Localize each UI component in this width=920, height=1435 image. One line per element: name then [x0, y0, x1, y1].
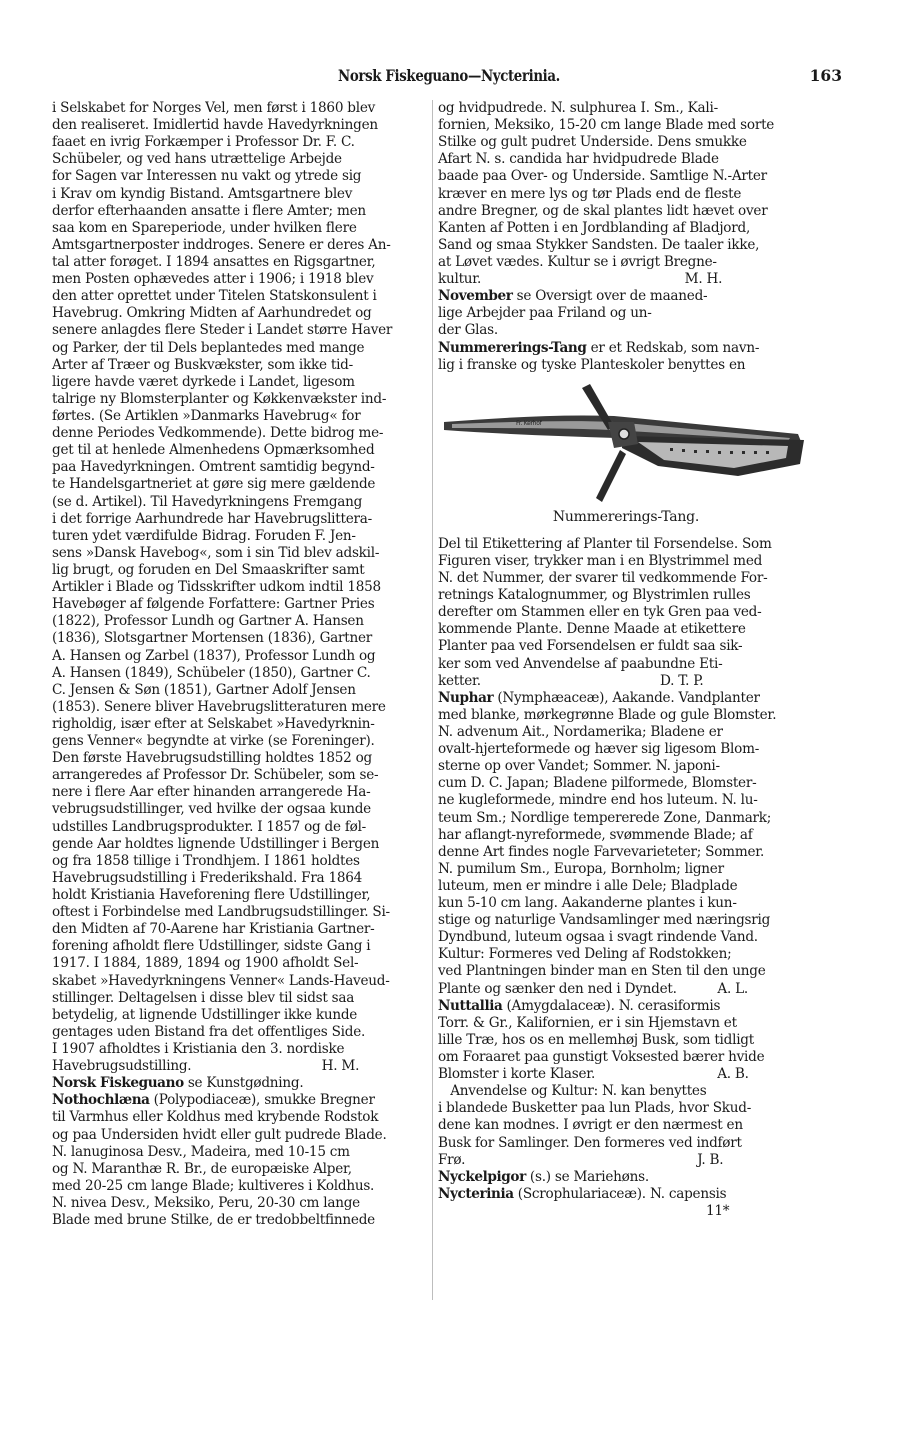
text-line: ligere havde været dyrkede i Landet, ligesom — [52, 373, 355, 390]
text-line: den Midten af 70-Aarene har Kristiania Gartner- — [52, 921, 375, 938]
text-line: te Handelsgartneriet at gøre sig mere gældende — [52, 476, 376, 493]
text-line: stige og naturlige Vandsamlinger med næringsrig — [438, 912, 771, 929]
text-line: vebrugsudstillinger, ved hvilke der ogsaa kunde — [52, 801, 371, 818]
text-line: der Glas. — [438, 322, 498, 339]
text-line: kun 5-10 cm lang. Aakanderne plantes i kun- — [438, 895, 737, 912]
entry-nycterinia: Nycterinia (Scrophulariaceæ). N. capensis — [438, 1185, 727, 1202]
text-line: Kultur: Formeres ved Deling af Rodstokken; — [438, 946, 732, 963]
text-line: arrangeredes af Professor Dr. Schübeler, som se- — [52, 767, 379, 784]
text-line: faaet en ivrig Forkæmper i Professor Dr. F. C. — [52, 134, 355, 151]
text-line: N. advenum Ait., Nordamerika; Bladene er — [438, 723, 723, 740]
text-line: senere anlagdes flere Steder i Landet større Haver — [52, 322, 393, 339]
figure-caption: Nummererings-Tang. — [552, 508, 700, 525]
text-line: dene kan modnes. I øvrigt er den nærmest en — [438, 1117, 743, 1134]
text-line: om Foraaret paa gunstigt Voksested bærer hvide — [438, 1049, 765, 1066]
page-number: 163 — [809, 66, 842, 85]
text-line: Planter paa ved Forsendelsen er fuldt saa sik- — [438, 638, 743, 655]
text-line: Anvendelse og Kultur: N. kan benyttes — [438, 1083, 707, 1100]
entry-nyckelpigor: Nyckelpigor (s.) se Mariehøns. — [438, 1168, 649, 1185]
text-line: og Parker, der til Dels beplantedes med mange — [52, 339, 365, 356]
running-head — [56, 66, 842, 90]
text-line: ne kugleformede, mindre end hos luteum. N. lu- — [438, 792, 758, 809]
column-divider — [432, 100, 433, 1300]
text-line: Dyndbund, luteum ogsaa i svagt rindende Vand. — [438, 929, 758, 946]
text-line: A. Hansen (1849), Schübeler (1850), Gartner C. — [52, 664, 371, 681]
text-line: Sand og smaa Stykker Sandsten. De taaler ikke, — [438, 236, 760, 253]
text-line: den atter oprettet under Titelen Statskonsulent i — [52, 288, 377, 305]
text-line: teum Sm.; Nordlige tempererede Zone, Danmark; — [438, 809, 772, 826]
text-line: udstilles Landbrugsprodukter. I 1857 og de føl- — [52, 818, 367, 835]
entry-nuttallia: Nuttallia (Amygdalaceæ). N. cerasiformis — [438, 997, 721, 1014]
figure-nummererings-tang — [438, 378, 814, 532]
text-line: (1836), Slotsgartner Mortensen (1836), Gartner — [52, 630, 373, 647]
text-line: I 1907 afholdtes i Kristiania den 3. nordiske — [52, 1041, 345, 1058]
text-line: kræver en mere lys og tør Plads end de fleste — [438, 185, 742, 202]
text-line: N. lanuginosa Desv., Madeira, med 10-15 cm — [52, 1143, 350, 1160]
text-line: i blandede Busketter paa lun Plads, hvor Skud- — [438, 1100, 752, 1117]
text-line: lille Træ, hos os en mellemhøj Busk, som tidligt — [438, 1031, 754, 1048]
text-line: stillinger. Deltagelsen i disse blev til sidst saa — [52, 989, 355, 1006]
text-line: ker som ved Anvendelse af paabundne Eti- — [438, 655, 723, 672]
text-line: sterne op over Vandet; Sommer. N. japoni- — [438, 758, 720, 775]
text-line: derefter om Stammen eller en tyk Gren paa ved- — [438, 604, 762, 621]
text-line: betydelig, at lignende Udstillinger ikke kunde — [52, 1006, 358, 1023]
text-line: skabet »Havedyrkningens Venner« Lands-Haveud- — [52, 972, 390, 989]
text-line: førtes. (Se Artiklen »Danmarks Havebrug« for — [52, 407, 361, 424]
text-line: Havebrug. Omkring Midten af Aarhundredet og — [52, 305, 372, 322]
text-line: righoldig, især efter at Selskabet »Havedyrknin- — [52, 715, 375, 732]
text-line: talrige ny Blomsterplanter og Køkkenvækster ind- — [52, 390, 387, 407]
entry-nothochlaena: Nothochlæna (Polypodiaceæ), smukke Bregner — [52, 1092, 375, 1109]
text-line: N. det Nummer, der svarer til vedkommende For- — [438, 569, 768, 586]
text-line: med blanke, mørkegrønne Blade og gule Blomster. — [438, 706, 777, 723]
text-line: for Sagen var Interessen nu vakt og ytrede sig — [52, 168, 362, 185]
text-line: kultur. M. H. — [438, 271, 723, 288]
text-line: Stilke og gult pudret Underside. Dens smukke — [438, 134, 747, 151]
text-line: har aflangt-nyreformede, svømmende Blade; af — [438, 826, 753, 843]
text-line: nere i flere Aar efter hinanden arrangerede Ha- — [52, 784, 371, 801]
entry-nummererings-tang: Nummererings-Tang er et Redskab, som navn- — [438, 339, 760, 356]
text-line: luteum, men er mindre i alle Dele; Bladplade — [438, 877, 738, 894]
entry-norsk-fiskeguano: Norsk Fiskeguano se Kunstgødning. — [52, 1075, 304, 1092]
left-column — [52, 100, 428, 1229]
text-line: ketter. D. T. P. — [438, 672, 704, 689]
text-line: og N. Maranthæ R. Br., de europæiske Alper, — [52, 1160, 352, 1177]
text-line: Havebrugsudstilling i Frederikshald. Fra 1864 — [52, 869, 363, 886]
text-line: Amtsgartnerposter inddroges. Senere er deres An- — [52, 236, 391, 253]
text-line: Afart N. s. candida har hvidpudrede Blade — [438, 151, 719, 168]
text-line: A. Hansen og Zarbel (1837), Professor Lundh og — [52, 647, 376, 664]
text-line: Figuren viser, trykker man i en Blystrimmel med — [438, 552, 763, 569]
text-line: C. Jensen & Søn (1851), Gartner Adolf Jensen — [52, 681, 356, 698]
text-line: ovalt-hjerteformede og hæver sig ligesom Blom- — [438, 741, 760, 758]
text-line: saa kom en Spareperiode, under hvilken flere — [52, 219, 357, 236]
text-line: Kanten af Potten i en Jordblanding af Bladjord, — [438, 219, 751, 236]
text-line: lig i franske og tyske Planteskoler benyttes en — [438, 356, 746, 373]
text-line: Plante og sænker den ned i Dyndet. A. L. — [438, 980, 748, 997]
text-line: Blade med brune Stilke, de er tredobbeltfinnede — [52, 1212, 375, 1229]
text-line: paa Havedyrkningen. Omtrent samtidig begynd- — [52, 459, 375, 476]
text-line: ved Plantningen binder man en Sten til den unge — [438, 963, 766, 980]
signature-mark: 11* — [706, 1203, 730, 1220]
text-line: Torr. & Gr., Kalifornien, er i sin Hjemstavn et — [438, 1014, 737, 1031]
text-line: gens Venner« begyndte at virke (se Foreninger). — [52, 733, 375, 750]
text-line: (1822), Professor Lundh og Gartner A. Hansen — [52, 613, 364, 630]
text-line: Arter af Træer og Buskvækster, som ikke tid- — [52, 356, 353, 373]
text-line: baade paa Over- og Underside. Samtlige N.-Arter — [438, 168, 767, 185]
text-line: Havebøger af følgende Forfattere: Gartner Pries — [52, 596, 375, 613]
running-head-title: Norsk Fiskeguano—Nycterinia. — [338, 66, 560, 85]
text-line: denne Art findes nogle Farvevarieteter; Sommer. — [438, 843, 765, 860]
text-line: andre Bregner, og de skal plantes lidt hævet over — [438, 202, 768, 219]
text-line: get til at henlede Almenhedens Opmærksomhed — [52, 442, 375, 459]
text-line: i det forrige Aarhundrede har Havebrugslittera- — [52, 510, 372, 527]
text-line: Schübeler, og ved hans utrættelige Arbejde — [52, 151, 342, 168]
entry-november: November se Oversigt over de maaned- — [438, 288, 708, 305]
text-line: men Posten ophævedes atter i 1906; i 1918 blev — [52, 271, 374, 288]
text-line: gende Aar holdtes lignende Udstillinger i Bergen — [52, 835, 380, 852]
text-line: i Selskabet for Norges Vel, men først i 1860 blev — [52, 100, 376, 116]
text-line: Blomster i korte Klaser. A. B. — [438, 1066, 749, 1083]
text-line: lige Arbejder paa Friland og un- — [438, 305, 652, 322]
entry-nuphar: Nuphar (Nymphæaceæ), Aakande. Vandplanter — [438, 689, 760, 706]
text-line: med 20-25 cm lange Blade; kultiveres i Koldhus. — [52, 1177, 375, 1194]
text-line: holdt Kristiania Haveforening flere Udstillinger, — [52, 887, 371, 904]
text-line: N. pumilum Sm., Europa, Bornholm; ligner — [438, 860, 724, 877]
text-line: tal atter forøget. I 1894 ansattes en Rigsgartner, — [52, 253, 376, 270]
text-line: forening afholdt flere Udstillinger, sidste Gang i — [52, 938, 371, 955]
text-line: den realiseret. Imidlertid havde Havedyrkningen — [52, 117, 378, 134]
text-line: og hvidpudrede. N. sulphurea I. Sm., Kali- — [438, 100, 718, 116]
text-line: Artikler i Blade og Tidsskrifter udkom indtil 1858 — [52, 579, 381, 596]
pliers-inscription: Fr. Kerhof — [516, 419, 542, 427]
right-column — [438, 100, 814, 1220]
text-line: lig brugt, og foruden en Del Smaaskrifter samt — [52, 561, 365, 578]
text-line: og paa Undersiden hvidt eller gult pudrede Blade. — [52, 1126, 387, 1143]
text-line: sens »Dansk Havebog«, som i sin Tid blev adskil- — [52, 544, 380, 561]
text-line: 1917. I 1884, 1889, 1894 og 1900 afholdt Sel- — [52, 955, 359, 972]
text-line: turen ydet værdifulde Bidrag. Foruden F. Jen- — [52, 527, 356, 544]
text-line: Den første Havebrugsudstilling holdtes 1852 og — [52, 750, 373, 767]
text-line: derfor efterhaanden ansatte i flere Amter; men — [52, 202, 366, 219]
text-line: Havebrugsudstilling. H. M. — [52, 1058, 360, 1075]
text-line: N. nivea Desv., Meksiko, Peru, 20-30 cm lange — [52, 1195, 360, 1211]
text-line: cum D. C. Japan; Bladene pilformede, Blomster- — [438, 775, 757, 792]
text-line: og fra 1858 tillige i Trondhjem. I 1861 holdtes — [52, 852, 360, 869]
text-line: Del til Etikettering af Planter til Forsendelse. Som — [438, 535, 772, 552]
text-line: oftest i Forbindelse med Landbrugsudstillinger. Si- — [52, 904, 390, 921]
text-line: Busk for Samlinger. Den formeres ved indført — [438, 1134, 742, 1151]
text-line: Frø. J. B. — [438, 1151, 724, 1168]
text-line: kommende Plante. Denne Maade at etikettere — [438, 621, 746, 638]
text-line: fornien, Meksiko, 15-20 cm lange Blade med sorte — [438, 117, 775, 134]
text-line: retnings Katalognummer, og Blystrimlen rulles — [438, 587, 751, 604]
text-line: gentages uden Bistand fra det offentliges Side. — [52, 1023, 366, 1040]
text-line: at Løvet vædes. Kultur se i øvrigt Bregne- — [438, 253, 717, 270]
text-line: (se d. Artikel). Til Havedyrkningens Fremgang — [52, 493, 363, 510]
text-line: til Varmhus eller Koldhus med krybende Rodstok — [52, 1109, 379, 1126]
text-line: denne Periodes Vedkommende). Dette bidrog me- — [52, 425, 384, 442]
text-line: (1853). Senere bliver Havebrugslitteraturen mere — [52, 698, 386, 715]
text-line: i Krav om kyndig Bistand. Amtsgartnere blev — [52, 185, 353, 202]
